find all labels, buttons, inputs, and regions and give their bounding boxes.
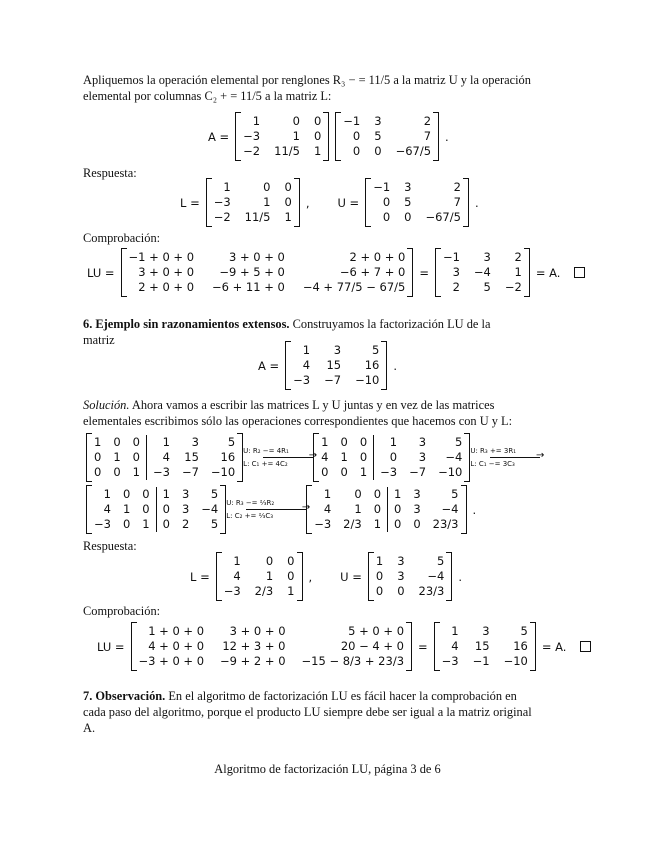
matrix-entry: 16	[220, 450, 236, 464]
matrix-lu-result	[435, 248, 530, 297]
matrix-entry: 0	[122, 517, 131, 531]
matrix-entry: 5	[210, 517, 219, 531]
matrix-entry: 2/3	[254, 584, 274, 598]
matrix-entry: −4	[427, 569, 445, 583]
matrix-entry: 1	[514, 265, 522, 279]
solucion-text: Ahora vamos a escribir las matrices L y U juntas y en vez de las matrices	[129, 398, 495, 412]
eq-period: .	[472, 502, 477, 517]
intro-paragraph	[83, 72, 573, 104]
matrix-entry: 0	[284, 180, 292, 194]
matrix-entry: −1	[442, 250, 460, 264]
matrix-entry: 5	[210, 487, 219, 501]
matrix-entry: 0	[313, 129, 322, 143]
matrix-entry: −1 + 0 + 0	[128, 250, 195, 264]
matrix-entry: 5	[520, 624, 528, 638]
matrix-entry: 0	[382, 210, 391, 224]
matrix-entry: 1	[292, 129, 300, 143]
matrix-entry: 1	[323, 487, 332, 501]
matrix-entry: 1	[359, 465, 368, 479]
matrix-entry: 1	[394, 487, 402, 501]
matrix-entry: 4	[103, 502, 111, 516]
matrix-u-partial	[335, 112, 439, 161]
matrix-entry: 0	[389, 450, 398, 464]
matrix-entry: 0	[122, 487, 131, 501]
matrix-entry: 0	[162, 502, 170, 516]
section-6-title: 6. Ejemplo sin razonamientos extensos.	[83, 317, 290, 331]
matrix-entry: 3	[413, 487, 421, 501]
qed-square-icon	[580, 641, 591, 652]
matrix-entry: 3 + 0 + 0	[228, 250, 285, 264]
matrix-entry: −3	[441, 654, 459, 668]
matrix-entry: 0	[375, 569, 384, 583]
matrix-entry: 0	[287, 569, 295, 583]
matrix-entry: 5	[372, 343, 380, 357]
matrix-entry: 1	[142, 517, 150, 531]
matrix-entry: 5	[227, 435, 236, 449]
matrix-entry: 3	[397, 569, 405, 583]
matrix-entry: −3	[293, 373, 311, 387]
matrix-entry: −3	[314, 517, 332, 531]
matrix-entry: −3	[152, 465, 170, 479]
section-7-text: En el algoritmo de factorización LU es fácil hacer la comprobación en	[165, 689, 517, 703]
matrix-entry: 0	[374, 144, 382, 158]
qed-square-icon	[574, 267, 585, 278]
matrix-entry: 3	[397, 554, 405, 568]
matrix-entry: 1	[313, 144, 322, 158]
matrix-entry: 7	[453, 195, 461, 209]
comprobacion-label-1: Comprobación:	[83, 231, 161, 245]
aug-separator	[156, 487, 157, 532]
matrix-entry: −10	[503, 654, 528, 668]
matrix-entry: 0	[352, 129, 361, 143]
matrix-entry: 4	[233, 569, 241, 583]
matrix-l-partial	[235, 112, 329, 161]
comprobacion-equation-2	[97, 622, 591, 671]
matrix-entry: 0	[132, 435, 140, 449]
matrix-entry: 3 + 0 + 0	[229, 624, 286, 638]
matrix-entry: 0	[394, 517, 402, 531]
matrix-entry: 1	[162, 435, 170, 449]
matrix-entry: 0	[394, 502, 402, 516]
steps-row-2	[86, 485, 476, 534]
a-label: A =	[258, 358, 280, 373]
matrix-entry: 4	[321, 450, 329, 464]
matrix-entry: 3	[333, 343, 342, 357]
matrix-entry: 1	[284, 210, 292, 224]
matrix-entry: −3 + 0 + 0	[138, 654, 205, 668]
matrix-entry: 0	[284, 195, 292, 209]
matrix-entry: 0	[354, 487, 362, 501]
matrix-a	[285, 341, 387, 390]
matrix-entry: 1	[375, 554, 384, 568]
aug-l	[314, 487, 381, 532]
matrix-entry: 1	[263, 195, 271, 209]
matrix-entry: 0	[340, 435, 348, 449]
matrix-entry: −1	[472, 654, 490, 668]
matrix-entry: 16	[364, 358, 380, 372]
matrix-entry: 0	[373, 502, 382, 516]
matrix-entry: 15	[326, 358, 342, 372]
matrix-entry: 0	[321, 465, 329, 479]
matrix-entry: 16	[513, 639, 528, 653]
matrix-entry: 3	[452, 265, 460, 279]
matrix-entry: −9 + 2 + 0	[220, 654, 286, 668]
matrix-entry: 0	[265, 554, 274, 568]
matrix-entry: 5 + 0 + 0	[348, 624, 405, 638]
operation-arrow-3	[226, 495, 306, 525]
matrix-entry: 0	[375, 584, 384, 598]
section-6-text: Construyamos la factorización LU de la	[289, 317, 491, 331]
section-7-title: 7. Observación.	[83, 689, 166, 703]
matrix-l	[216, 552, 303, 601]
matrix-entry: 5	[437, 554, 445, 568]
aug-l	[94, 435, 140, 480]
l-label: L =	[180, 195, 200, 210]
matrix-entry: 0	[292, 114, 300, 128]
aug-matrix-step-2	[313, 433, 470, 482]
operation-arrow-2	[470, 443, 540, 473]
equation-a-factored	[208, 112, 449, 161]
u-label: U =	[337, 195, 360, 210]
operation-arrow-1	[243, 443, 313, 473]
matrix-entry: −6 + 11 + 0	[212, 280, 285, 294]
matrix-entry: 1	[389, 435, 398, 449]
matrix-entry: 2	[453, 180, 461, 194]
matrix-entry: −3	[94, 517, 111, 531]
matrix-entry: 4 + 0 + 0	[148, 639, 205, 653]
op-u: U: R₃ += 3R₁	[470, 446, 517, 455]
matrix-entry: −67/5	[395, 144, 432, 158]
matrix-entry: 0	[352, 144, 361, 158]
matrix-entry: 5	[374, 129, 382, 143]
matrix-entry: 11/5	[274, 144, 300, 158]
matrix-entry: −3	[213, 195, 231, 209]
respuesta-equation-1	[180, 178, 479, 227]
matrix-entry: −1	[343, 114, 361, 128]
matrix-entry: −10	[438, 465, 463, 479]
matrix-entry: −9 + 5 + 0	[219, 265, 285, 279]
matrix-entry: 1	[373, 517, 382, 531]
section-7-paragraph	[83, 688, 573, 736]
intro-line-2: elemental por columnas C₂ + = 11/5 a la matriz L:	[83, 89, 332, 103]
matrix-entry: 2	[181, 517, 190, 531]
equals-sign: =	[419, 265, 429, 280]
respuesta-equation-2	[190, 552, 462, 601]
matrix-entry: 0	[382, 195, 391, 209]
eq-lhs: A =	[208, 129, 230, 144]
matrix-entry: −2	[504, 280, 522, 294]
section-6-text-2: matriz	[83, 333, 115, 347]
matrix-entry: −6 + 7 + 0	[339, 265, 406, 279]
eq-period: .	[393, 358, 398, 373]
matrix-entry: 3	[181, 502, 190, 516]
matrix-entry: −4	[445, 450, 463, 464]
aug-l	[94, 487, 150, 532]
matrix-entry: 1	[233, 554, 241, 568]
equals-a: = A.	[541, 639, 567, 654]
matrix-entry: 3	[418, 435, 427, 449]
matrix-l	[206, 178, 300, 227]
matrix-entry: −4	[201, 502, 219, 516]
matrix-u	[368, 552, 452, 601]
matrix-entry: 1	[451, 624, 459, 638]
matrix-entry: 0	[113, 435, 121, 449]
matrix-entry: 1	[94, 435, 102, 449]
matrix-entry: 15	[184, 450, 199, 464]
matrix-entry: 0	[287, 554, 295, 568]
matrix-entry: 5	[483, 280, 491, 294]
matrix-entry: −10	[210, 465, 236, 479]
matrix-a-equation	[258, 341, 397, 390]
matrix-entry: 0	[113, 465, 121, 479]
arrow-icon	[490, 457, 540, 458]
aug-u	[163, 487, 219, 532]
eq-period: .	[474, 195, 479, 210]
matrix-entry: 0	[142, 502, 150, 516]
matrix-lu-product	[131, 622, 412, 671]
matrix-u	[365, 178, 469, 227]
matrix-entry: 4	[302, 358, 311, 372]
matrix-entry: 0	[132, 450, 140, 464]
matrix-entry: 4	[451, 639, 459, 653]
matrix-entry: 1	[122, 502, 131, 516]
matrix-entry: 4	[323, 502, 332, 516]
eq-period: .	[458, 569, 463, 584]
matrix-entry: 3	[418, 450, 427, 464]
matrix-entry: −67/5	[425, 210, 461, 224]
lu-label: LU =	[87, 265, 115, 280]
matrix-entry: 1	[113, 450, 121, 464]
section-7-text-3: A.	[83, 721, 96, 735]
solucion-text-2: elementales escribimos sólo las operaciones correspondientes que hacemos con U y L:	[83, 414, 513, 428]
op-l: L: C₁ −= 3C₃	[470, 459, 515, 468]
aug-u	[153, 435, 235, 480]
arrow-icon	[263, 457, 313, 458]
matrix-entry: 15	[474, 639, 490, 653]
matrix-entry: 1	[302, 343, 311, 357]
matrix-entry: 0	[94, 465, 102, 479]
matrix-entry: 2 + 0 + 0	[138, 280, 195, 294]
u-label: U =	[340, 569, 362, 584]
arrow-icon	[246, 509, 306, 510]
aug-matrix-step-4	[306, 485, 466, 534]
aug-l	[321, 435, 367, 480]
matrix-entry: 3 + 0 + 0	[138, 265, 195, 279]
comprobacion-equation-1	[87, 248, 585, 297]
matrix-entry: 2/3	[343, 517, 362, 531]
aug-separator	[387, 487, 388, 532]
matrix-entry: −3	[380, 465, 398, 479]
matrix-entry: 5	[455, 435, 463, 449]
lu-label: LU =	[97, 639, 125, 654]
l-label: L =	[190, 569, 210, 584]
matrix-entry: 3	[374, 114, 382, 128]
matrix-entry: −2	[213, 210, 231, 224]
matrix-entry: −3	[243, 129, 261, 143]
equals-a: = A.	[535, 265, 561, 280]
matrix-entry: 23/3	[418, 584, 445, 598]
op-u: U: R₃ −= ⅔R₂	[226, 498, 275, 507]
matrix-entry: −4	[473, 265, 491, 279]
matrix-entry: 3	[482, 624, 490, 638]
matrix-entry: 3	[413, 502, 421, 516]
matrix-lu-result	[434, 622, 536, 671]
matrix-entry: −3	[223, 584, 241, 598]
matrix-entry: 2	[514, 250, 522, 264]
matrix-entry: 0	[359, 435, 368, 449]
matrix-entry: 0	[263, 180, 271, 194]
matrix-entry: 12 + 3 + 0	[222, 639, 286, 653]
matrix-entry: 1	[354, 502, 362, 516]
matrix-entry: 1	[162, 487, 170, 501]
op-l: L: C₂ += ⅔C₃	[226, 511, 274, 520]
aug-matrix-step-3	[86, 485, 226, 534]
matrix-entry: −1	[373, 180, 391, 194]
op-u: U: R₂ −= 4R₁	[243, 446, 289, 455]
respuesta-label-1: Respuesta:	[83, 166, 137, 180]
matrix-entry: 1	[287, 584, 295, 598]
matrix-entry: −4	[441, 502, 459, 516]
matrix-entry: −7	[181, 465, 199, 479]
matrix-entry: 3	[483, 250, 491, 264]
eq-period: .	[445, 129, 449, 144]
section-7-text-2: cada paso del algoritmo, porque el producto LU siempre debe ser igual a la matriz original	[83, 705, 532, 719]
aug-u	[394, 487, 458, 532]
matrix-entry: 1	[321, 435, 329, 449]
aug-separator	[373, 435, 374, 480]
matrix-entry: 1	[132, 465, 140, 479]
solucion-label: Solución.	[83, 398, 130, 412]
matrix-lu-product	[121, 248, 414, 297]
matrix-entry: 3	[181, 487, 190, 501]
matrix-entry: 3	[404, 180, 412, 194]
matrix-entry: 0	[413, 517, 421, 531]
matrix-entry: 0	[94, 450, 102, 464]
matrix-entry: 0	[359, 450, 368, 464]
matrix-entry: 0	[313, 114, 322, 128]
matrix-entry: 1	[103, 487, 111, 501]
matrix-entry: 0	[162, 517, 170, 531]
aug-separator	[146, 435, 147, 480]
matrix-entry: 1	[265, 569, 274, 583]
matrix-entry: 3	[191, 435, 199, 449]
intro-line-1: Apliquemos la operación elemental por renglones R₃ − = 11/5 a la matriz U y la operación	[83, 73, 531, 87]
matrix-entry: 5	[451, 487, 459, 501]
matrix-entry: 20 − 4 + 0	[340, 639, 405, 653]
equals-sign: =	[418, 639, 428, 654]
aug-u	[380, 435, 462, 480]
matrix-entry: 1	[340, 450, 348, 464]
solucion-paragraph	[83, 397, 573, 429]
comprobacion-label-2: Comprobación:	[83, 604, 161, 618]
matrix-entry: −10	[355, 373, 380, 387]
respuesta-label-2: Respuesta:	[83, 539, 137, 553]
matrix-entry: 2	[423, 114, 432, 128]
matrix-entry: 4	[162, 450, 170, 464]
matrix-entry: 2 + 0 + 0	[349, 250, 406, 264]
matrix-entry: 7	[423, 129, 432, 143]
matrix-entry: 0	[404, 210, 412, 224]
matrix-entry: 5	[404, 195, 412, 209]
matrix-entry: −2	[243, 144, 261, 158]
op-l: L: C₁ += 4C₂	[243, 459, 288, 468]
matrix-entry: −7	[409, 465, 427, 479]
matrix-entry: 0	[340, 465, 348, 479]
matrix-entry: 1	[223, 180, 231, 194]
comma: ,	[305, 195, 310, 210]
comma: ,	[308, 569, 313, 584]
matrix-entry: 11/5	[244, 210, 271, 224]
matrix-entry: 1	[252, 114, 261, 128]
matrix-entry: 0	[142, 487, 150, 501]
matrix-entry: 2	[452, 280, 460, 294]
aug-matrix-step-1	[86, 433, 243, 482]
steps-row-1	[86, 433, 540, 482]
page-footer: Algoritmo de factorización LU, página 3 de 6	[214, 762, 441, 776]
matrix-entry: 0	[397, 584, 405, 598]
matrix-entry: 1 + 0 + 0	[148, 624, 205, 638]
matrix-entry: −4 + 77/5 − 67/5	[302, 280, 406, 294]
matrix-entry: 0	[373, 487, 382, 501]
matrix-entry: −7	[324, 373, 342, 387]
matrix-entry: 23/3	[432, 517, 459, 531]
matrix-entry: −15 − 8/3 + 23/3	[301, 654, 405, 668]
